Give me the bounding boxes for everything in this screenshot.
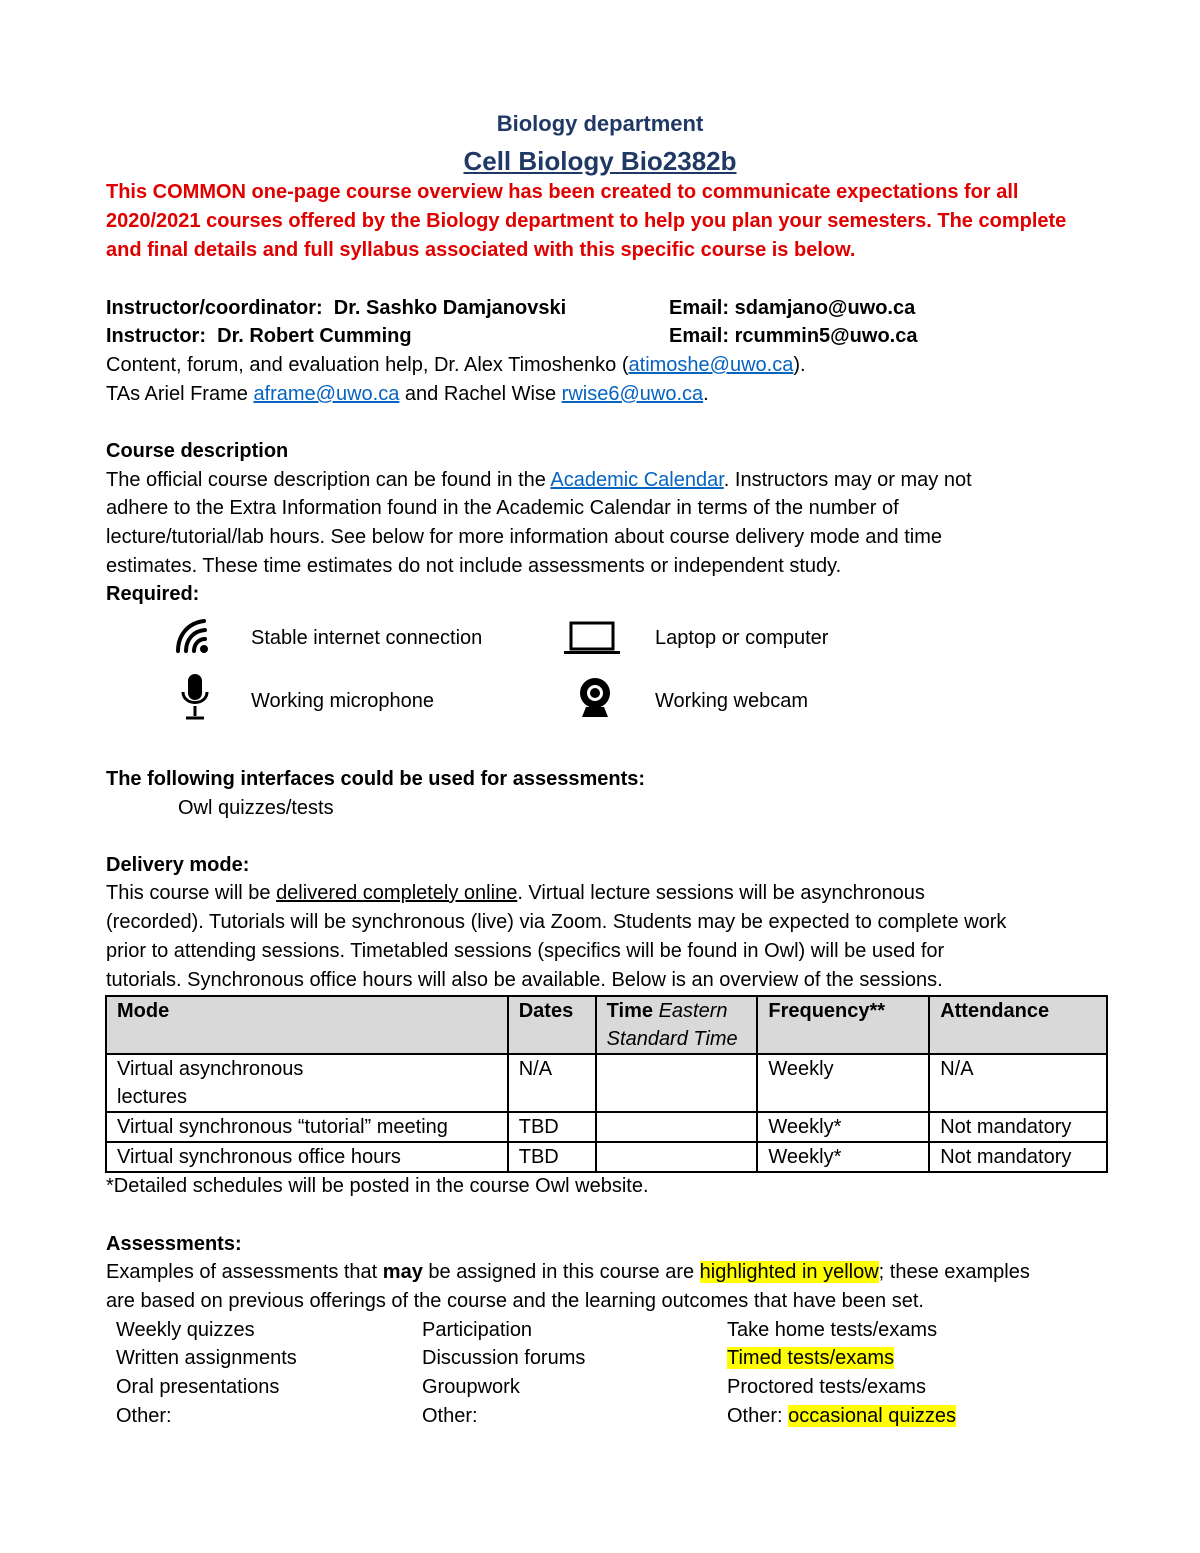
row-mode: Virtual synchronous office hours: [106, 1142, 508, 1172]
header-dates: Dates: [508, 996, 596, 1054]
row-mode-line-2: lectures: [117, 1086, 188, 1108]
row-frequency: Weekly: [757, 1054, 929, 1112]
assessment-option-other: [727, 1402, 956, 1430]
table-row: [106, 1112, 1107, 1142]
table-footnote: *Detailed schedules will be posted in the course Owl website.: [106, 1175, 649, 1197]
help-suffix: ).: [793, 354, 806, 376]
row-mode: Virtual synchronous “tutorial” meeting: [106, 1112, 508, 1142]
row-frequency: Weekly*: [757, 1112, 929, 1142]
delivery-text-suffix: . Virtual lecture sessions will be asynchronous: [517, 882, 925, 904]
assessment-option: Discussion forums: [422, 1347, 586, 1369]
assessment-option: Weekly quizzes: [116, 1319, 255, 1341]
row-mode: [106, 1054, 508, 1112]
instructor-email: Email: rcummin5@uwo.ca: [669, 325, 918, 347]
coordinator-label: Instructor/coordinator:: [106, 297, 323, 319]
help-email-link[interactable]: atimoshe@uwo.ca: [628, 354, 794, 376]
assessment-option: Take home tests/exams: [727, 1319, 938, 1341]
description-line-3: lecture/tutorial/lab hours. See below for more information about course delivery mode and time: [106, 526, 942, 548]
required-label: Required:: [106, 583, 200, 605]
description-heading: Course description: [106, 440, 289, 462]
header-time-zone-2: Standard Time: [606, 1028, 738, 1050]
delivery-line-3: prior to attending sessions. Timetabled sessions (specifics will be found in Owl) will be used for: [106, 940, 945, 962]
delivery-line-2: (recorded). Tutorials will be synchronous (live) via Zoom. Students may be expected to complete work: [106, 911, 1007, 933]
table-row: [106, 1142, 1107, 1172]
header-time-zone-1: Eastern: [658, 1000, 728, 1022]
table-row: [106, 1054, 1107, 1112]
requirement-label-microphone: Working microphone: [251, 690, 435, 712]
requirement-label-internet: Stable internet connection: [251, 627, 483, 649]
header-attendance: Attendance: [929, 996, 1107, 1054]
coordinator-row: [106, 294, 566, 322]
notice-line-3: and final details and full syllabus associated with this specific course is below.: [106, 239, 856, 261]
row-time: [596, 1112, 758, 1142]
description-line-4: estimates. These time estimates do not include assessments or independent study.: [106, 555, 842, 577]
assessments-text-suffix: ; these examples: [878, 1261, 1030, 1283]
row-mode-line-1: Virtual asynchronous: [117, 1058, 304, 1080]
tas-middle: and Rachel Wise: [399, 383, 562, 405]
ta1-email-link[interactable]: aframe@uwo.ca: [253, 383, 400, 405]
sessions-table: [105, 995, 1108, 1173]
notice-line-2: 2020/2021 courses offered by the Biology department to help you plan your semesters. The complete: [106, 210, 1067, 232]
tas-suffix: .: [703, 383, 709, 405]
coordinator-name: Dr. Sashko Damjanovski: [333, 297, 567, 319]
row-attendance: Not mandatory: [929, 1142, 1107, 1172]
description-line-2: adhere to the Extra Information found in the Academic Calendar in terms of the number of: [106, 497, 899, 519]
wifi-icon: [172, 615, 216, 655]
department-title: Biology department: [496, 111, 704, 136]
row-time: [596, 1054, 758, 1112]
help-line: [106, 351, 806, 379]
header-time: [596, 996, 758, 1054]
tas-line: [106, 380, 709, 408]
requirement-label-webcam: Working webcam: [655, 690, 809, 712]
delivery-line-4: tutorials. Synchronous office hours will also be available. Below is an overview of the sessions.: [106, 969, 943, 991]
header-frequency: Frequency**: [757, 996, 929, 1054]
table-header-row: [106, 996, 1107, 1054]
row-dates: TBD: [508, 1142, 596, 1172]
delivery-heading: Delivery mode:: [106, 854, 250, 876]
assessments-line-2: are based on previous offerings of the course and the learning outcomes that have been set.: [106, 1290, 924, 1312]
requirement-label-laptop: Laptop or computer: [655, 627, 829, 649]
delivery-underlined: delivered completely online: [276, 882, 518, 904]
assessment-option-highlighted: [727, 1344, 894, 1372]
assessment-option: Written assignments: [116, 1347, 297, 1369]
assessment-option: Other:: [422, 1405, 478, 1427]
row-dates: N/A: [508, 1054, 596, 1112]
instructor-label: Instructor:: [106, 325, 206, 347]
row-frequency: Weekly*: [757, 1142, 929, 1172]
ta2-email-link[interactable]: rwise6@uwo.ca: [561, 383, 704, 405]
assessment-option: Other:: [116, 1405, 172, 1427]
assessments-text-middle: be assigned in this course are: [422, 1261, 700, 1283]
row-time: [596, 1142, 758, 1172]
other-label: Other:: [727, 1405, 789, 1427]
assessments-text: Examples of assessments that: [106, 1261, 383, 1283]
assessments-highlight: highlighted in yellow: [699, 1261, 879, 1283]
webcam-icon: [576, 675, 614, 721]
tas-text: TAs Ariel Frame: [106, 383, 254, 405]
instructor-name: Dr. Robert Cumming: [217, 325, 412, 347]
notice-line-1: This COMMON one-page course overview has been created to communicate expectations for all: [106, 181, 1019, 203]
delivery-line-1: [106, 879, 925, 907]
row-attendance: Not mandatory: [929, 1112, 1107, 1142]
interfaces-item: Owl quizzes/tests: [178, 797, 334, 819]
help-text: Content, forum, and evaluation help, Dr. Alex Timoshenko (: [106, 354, 629, 376]
description-text-suffix: . Instructors may or may not: [723, 469, 972, 491]
assessment-option: Proctored tests/exams: [727, 1376, 926, 1398]
description-text: The official course description can be found in the: [106, 469, 551, 491]
description-line-1: [106, 466, 972, 494]
row-attendance: N/A: [929, 1054, 1107, 1112]
academic-calendar-link[interactable]: Academic Calendar: [550, 469, 724, 491]
laptop-icon: [563, 620, 621, 656]
assessment-option: Participation: [422, 1319, 533, 1341]
assessments-line-1: [106, 1258, 1030, 1286]
instructor-row: [106, 322, 412, 350]
assessment-option: Oral presentations: [116, 1376, 280, 1398]
course-title: Cell Biology Bio2382b: [463, 146, 737, 176]
timed-tests-highlight: Timed tests/exams: [727, 1347, 895, 1369]
row-dates: TBD: [508, 1112, 596, 1142]
header-mode: Mode: [106, 996, 508, 1054]
assessments-heading: Assessments:: [106, 1233, 242, 1255]
interfaces-heading: The following interfaces could be used for assessments:: [106, 768, 646, 790]
microphone-icon: [179, 672, 211, 724]
assessment-option: Groupwork: [422, 1376, 520, 1398]
delivery-text: This course will be: [106, 882, 277, 904]
header-time-label: Time: [606, 1000, 653, 1022]
occasional-quizzes-highlight: occasional quizzes: [788, 1405, 957, 1427]
coordinator-email: Email: sdamjano@uwo.ca: [669, 297, 916, 319]
assessments-emphasis: may: [382, 1261, 423, 1283]
